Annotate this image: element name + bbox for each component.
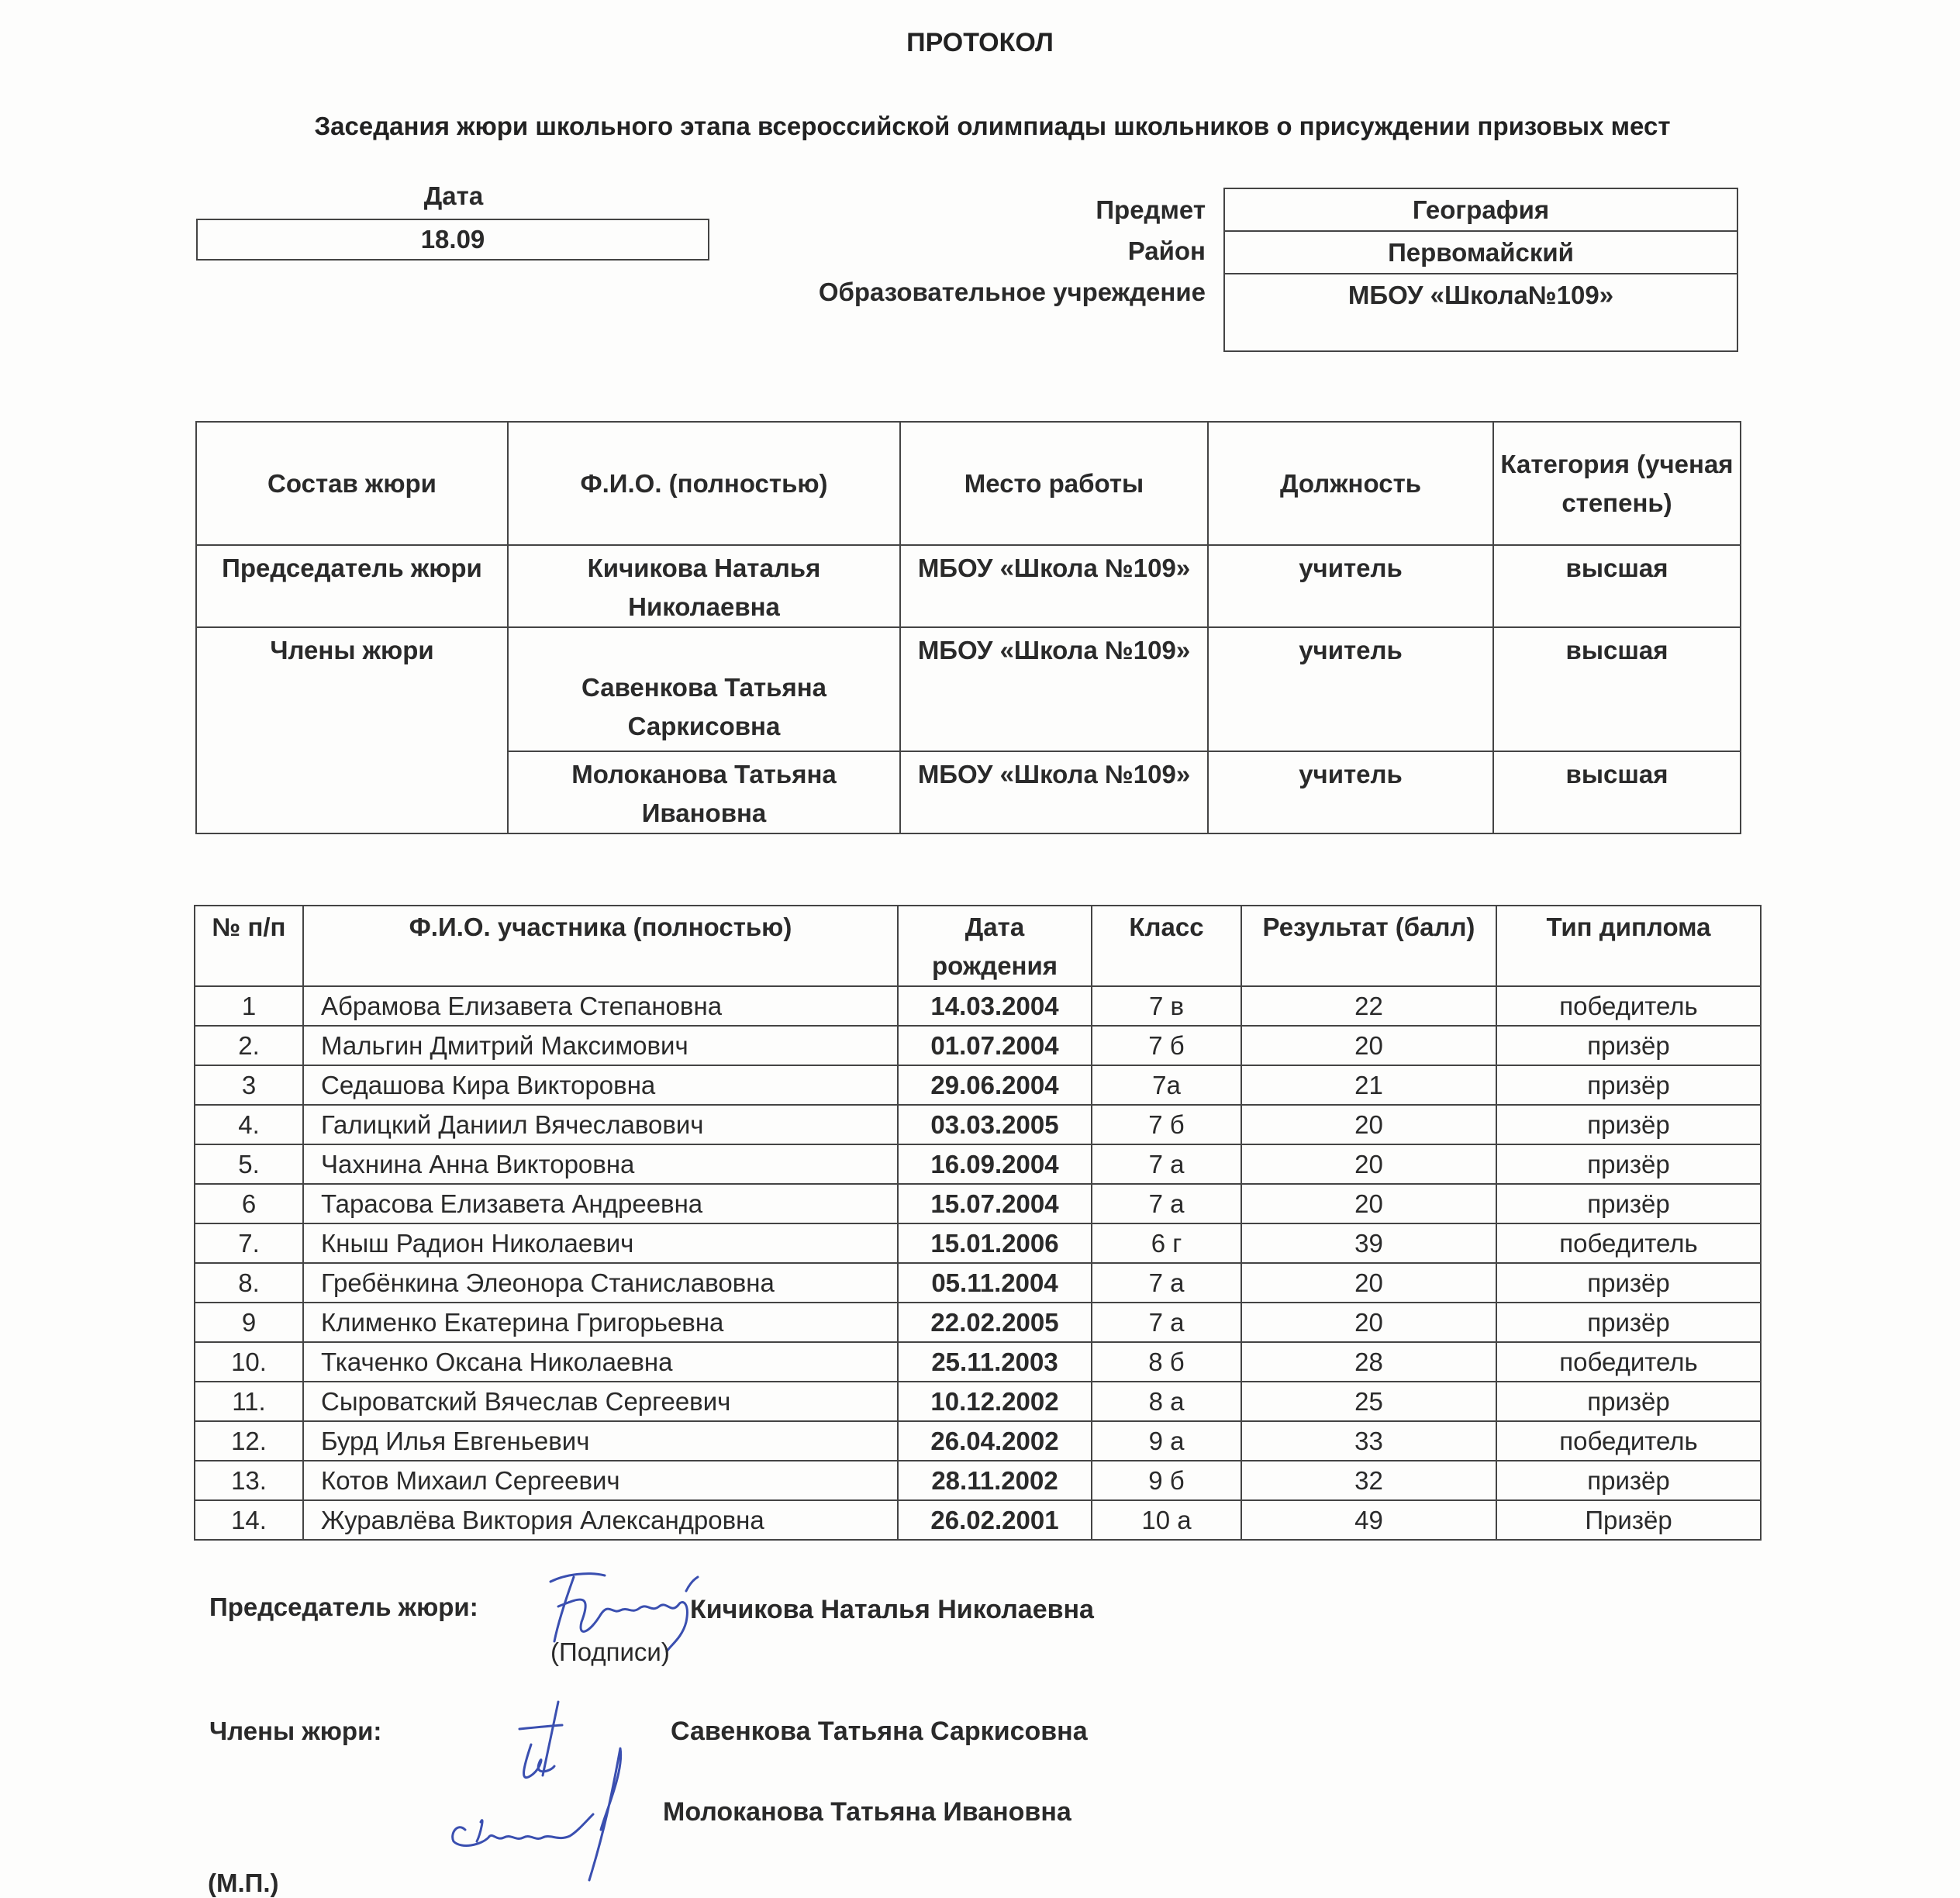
participant-row [195, 1342, 1761, 1382]
participant-number: 13. [195, 1461, 303, 1500]
participant-class: 10 а [1092, 1500, 1241, 1540]
jury-role: Члены жюри [196, 627, 508, 833]
participant-score: 20 [1241, 1184, 1496, 1223]
district-label: Район [1127, 236, 1206, 265]
participant-number: 3 [195, 1065, 303, 1105]
jury-col-position: Должность [1208, 422, 1493, 545]
info-box [1223, 188, 1738, 352]
participant-name: Кныш Радион Николаевич [303, 1223, 898, 1263]
participant-number: 7. [195, 1223, 303, 1263]
participant-row [195, 1303, 1761, 1342]
participant-diploma: призёр [1496, 1144, 1761, 1184]
participants-table [194, 905, 1762, 1541]
participant-name: Галицкий Даниил Вячеславович [303, 1105, 898, 1144]
jury-position: учитель [1208, 751, 1493, 833]
chair-signature-label: Председатель жюри: [209, 1593, 478, 1621]
participant-number: 1 [195, 986, 303, 1026]
jury-row [196, 627, 1741, 751]
participant-score: 22 [1241, 986, 1496, 1026]
participant-number: 11. [195, 1382, 303, 1421]
participant-diploma: призёр [1496, 1382, 1761, 1421]
document-title: ПРОТОКОЛ [906, 28, 1054, 57]
participant-class: 8 а [1092, 1382, 1241, 1421]
participant-birth-date: 01.07.2004 [898, 1026, 1092, 1065]
seal-note: (М.П.) [208, 1869, 279, 1897]
participant-birth-date: 26.04.2002 [898, 1421, 1092, 1461]
participant-diploma: победитель [1496, 1342, 1761, 1382]
participant-diploma: победитель [1496, 1223, 1761, 1263]
participant-row [195, 1223, 1761, 1263]
col-diploma-type: Тип диплома [1496, 906, 1761, 986]
participant-name: Журавлёва Виктория Александровна [303, 1500, 898, 1540]
jury-name: Кичикова Наталья Николаевна [508, 545, 900, 627]
jury-workplace: МБОУ «Школа №109» [900, 751, 1208, 833]
jury-col-name: Ф.И.О. (полностью) [508, 422, 900, 545]
jury-workplace: МБОУ «Школа №109» [900, 627, 1208, 751]
participant-row [195, 986, 1761, 1026]
participant-name: Клименко Екатерина Григорьевна [303, 1303, 898, 1342]
col-participant-name: Ф.И.О. участника (полностью) [303, 906, 898, 986]
col-score: Результат (балл) [1241, 906, 1496, 986]
participant-class: 7а [1092, 1065, 1241, 1105]
signatures-note: (Подписи) [550, 1637, 670, 1666]
participant-number: 5. [195, 1144, 303, 1184]
chair-name: Кичикова Наталья Николаевна [690, 1595, 1094, 1624]
participant-birth-date: 25.11.2003 [898, 1342, 1092, 1382]
jury-row [196, 545, 1741, 627]
participant-birth-date: 16.09.2004 [898, 1144, 1092, 1184]
col-birth-date: Дата рождения [898, 906, 1092, 986]
jury-header-row [196, 422, 1741, 545]
participant-birth-date: 03.03.2005 [898, 1105, 1092, 1144]
col-class: Класс [1092, 906, 1241, 986]
participant-birth-date: 15.07.2004 [898, 1184, 1092, 1223]
subject-label: Предмет [1096, 195, 1206, 224]
participant-birth-date: 28.11.2002 [898, 1461, 1092, 1500]
participant-diploma: призёр [1496, 1184, 1761, 1223]
participant-diploma: призёр [1496, 1303, 1761, 1342]
participant-name: Бурд Илья Евгеньевич [303, 1421, 898, 1461]
jury-workplace: МБОУ «Школа №109» [900, 545, 1208, 627]
participant-name: Абрамова Елизавета Степановна [303, 986, 898, 1026]
participant-diploma: победитель [1496, 986, 1761, 1026]
subject-value: География [1225, 189, 1737, 232]
participant-row [195, 1144, 1761, 1184]
participant-class: 7 а [1092, 1303, 1241, 1342]
participant-diploma: призёр [1496, 1105, 1761, 1144]
date-value: 18.09 [420, 225, 485, 254]
jury-position: учитель [1208, 545, 1493, 627]
jury-col-workplace: Место работы [900, 422, 1208, 545]
members-signature-label: Члены жюри: [209, 1717, 382, 1745]
jury-category: высшая [1493, 545, 1741, 627]
participant-score: 20 [1241, 1026, 1496, 1065]
participant-score: 20 [1241, 1144, 1496, 1184]
info-labels [698, 189, 1206, 312]
participant-number: 4. [195, 1105, 303, 1144]
participant-class: 6 г [1092, 1223, 1241, 1263]
jury-name: Савенкова Татьяна Саркисовна [508, 627, 900, 751]
member2-name: Молоканова Татьяна Ивановна [663, 1797, 1071, 1827]
participant-number: 12. [195, 1421, 303, 1461]
participant-diploma: призёр [1496, 1461, 1761, 1500]
participants-header-row [195, 906, 1761, 986]
participant-birth-date: 05.11.2004 [898, 1263, 1092, 1303]
participant-birth-date: 14.03.2004 [898, 986, 1092, 1026]
participant-number: 8. [195, 1263, 303, 1303]
participant-name: Чахнина Анна Викторовна [303, 1144, 898, 1184]
participant-row [195, 1421, 1761, 1461]
institution-label: Образовательное учреждение [818, 278, 1206, 306]
participant-class: 7 б [1092, 1105, 1241, 1144]
participant-class: 9 б [1092, 1461, 1241, 1500]
participant-birth-date: 10.12.2002 [898, 1382, 1092, 1421]
participant-row [195, 1026, 1761, 1065]
participant-name: Ткаченко Оксана Николаевна [303, 1342, 898, 1382]
participant-row [195, 1105, 1761, 1144]
participant-score: 28 [1241, 1342, 1496, 1382]
participant-birth-date: 26.02.2001 [898, 1500, 1092, 1540]
participant-birth-date: 15.01.2006 [898, 1223, 1092, 1263]
jury-col-category: Категория (ученая степень) [1493, 422, 1741, 545]
participant-class: 7 в [1092, 986, 1241, 1026]
col-number: № п/п [195, 906, 303, 986]
jury-role: Председатель жюри [196, 545, 508, 627]
participant-number: 14. [195, 1500, 303, 1540]
member-signatures-icon [434, 1698, 651, 1888]
participant-number: 9 [195, 1303, 303, 1342]
date-label: Дата [423, 181, 484, 210]
participant-diploma: призёр [1496, 1026, 1761, 1065]
participant-number: 6 [195, 1184, 303, 1223]
participant-row [195, 1065, 1761, 1105]
institution-value: МБОУ «Школа№109» [1348, 281, 1614, 309]
participant-class: 8 б [1092, 1342, 1241, 1382]
participant-class: 7 б [1092, 1026, 1241, 1065]
document-subtitle: Заседания жюри школьного этапа всероссийской олимпиады школьников о присуждении призовых мест [314, 112, 1671, 140]
participant-name: Гребёнкина Элеонора Станиславовна [303, 1263, 898, 1303]
participant-class: 9 а [1092, 1421, 1241, 1461]
participant-score: 33 [1241, 1421, 1496, 1461]
participant-row [195, 1263, 1761, 1303]
participant-score: 21 [1241, 1065, 1496, 1105]
jury-category: высшая [1493, 627, 1741, 751]
handwritten-signature-icon [434, 1698, 651, 1884]
participant-birth-date: 29.06.2004 [898, 1065, 1092, 1105]
participant-class: 7 а [1092, 1263, 1241, 1303]
participant-number: 10. [195, 1342, 303, 1382]
participant-diploma: призёр [1496, 1263, 1761, 1303]
jury-position: учитель [1208, 627, 1493, 751]
district-value: Первомайский [1225, 232, 1737, 274]
jury-category: высшая [1493, 751, 1741, 833]
participant-birth-date: 22.02.2005 [898, 1303, 1092, 1342]
participant-number: 2. [195, 1026, 303, 1065]
participant-score: 20 [1241, 1303, 1496, 1342]
participant-class: 7 а [1092, 1144, 1241, 1184]
jury-col-composition: Состав жюри [196, 422, 508, 545]
participant-score: 49 [1241, 1500, 1496, 1540]
participant-name: Котов Михаил Сергеевич [303, 1461, 898, 1500]
member1-name: Савенкова Татьяна Саркисовна [671, 1717, 1088, 1746]
participant-row [195, 1184, 1761, 1223]
participant-row [195, 1500, 1761, 1540]
participant-diploma: победитель [1496, 1421, 1761, 1461]
participant-name: Сыроватский Вячеслав Сергеевич [303, 1382, 898, 1421]
jury-name: Молоканова Татьяна Ивановна [508, 751, 900, 833]
participant-row [195, 1382, 1761, 1421]
jury-table [195, 421, 1741, 834]
participant-score: 20 [1241, 1263, 1496, 1303]
participant-score: 25 [1241, 1382, 1496, 1421]
participant-name: Мальгин Дмитрий Максимович [303, 1026, 898, 1065]
participant-name: Седашова Кира Викторовна [303, 1065, 898, 1105]
participant-name: Тарасова Елизавета Андреевна [303, 1184, 898, 1223]
participant-diploma: призёр [1496, 1065, 1761, 1105]
participant-row [195, 1461, 1761, 1500]
participant-diploma: Призёр [1496, 1500, 1761, 1540]
participant-score: 20 [1241, 1105, 1496, 1144]
date-field [196, 219, 709, 261]
participant-class: 7 а [1092, 1184, 1241, 1223]
participant-score: 32 [1241, 1461, 1496, 1500]
participant-score: 39 [1241, 1223, 1496, 1263]
